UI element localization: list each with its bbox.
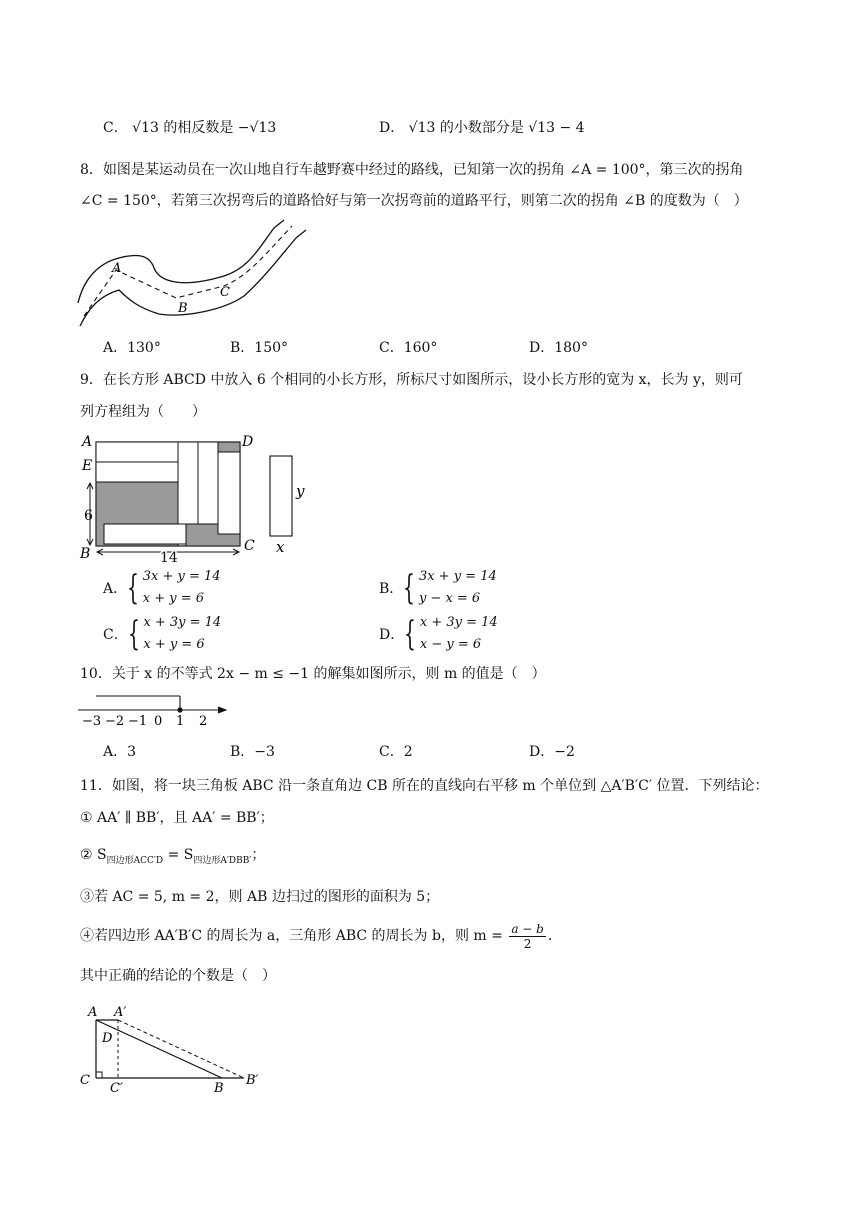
q9-option-a: A． { 3x + y = 14 x + y = 6 [103, 568, 221, 608]
q9-stem-line1: 9．在长方形 ABCD 中放入 6 个相同的小长方形，所标尺寸如图所示，设小长方形的宽为 x，长为 y，则可 [80, 372, 743, 388]
q9-stem-line2: 列方程组为（ ） [80, 404, 206, 420]
q9-label-a: A [82, 434, 93, 450]
q11-s2-sub1: 四边形ACC′D [106, 855, 164, 866]
q11-label-b: B [214, 1081, 224, 1096]
q8-option-b: B．150° [230, 340, 289, 356]
q10-tick-minus1: −1 [128, 714, 148, 728]
q11-label-c-prime: C′ [110, 1081, 123, 1096]
q9-rectangle-figure [78, 428, 318, 566]
q11-s2-sub2: 四边形A′DBB′ [193, 855, 252, 866]
q9-option-a-eq2: x + y = 6 [142, 591, 205, 606]
q8-label-a: A [112, 261, 122, 276]
q9-option-c-letter: C． [103, 627, 128, 643]
q9-label-x: x [276, 538, 285, 556]
q11-stem: 11．如图，将一块三角板 ABC 沿一条直角边 CB 所在的直线向右平移 m 个单位到 △A′B′C′ 位置．下列结论： [80, 778, 769, 794]
q10-number-line [76, 688, 236, 728]
q10-tick-0: 0 [154, 714, 163, 728]
q9-label-e: E [82, 458, 93, 474]
q8-option-d: D．180° [529, 340, 588, 356]
q11-s4-den: 2 [523, 936, 532, 951]
q11-s4-pre: ④若四边形 AA′B′C 的周长为 a，三角形 ABC 的周长为 b，则 m = [80, 928, 503, 944]
q10-tick-1: 1 [176, 714, 185, 728]
q9-option-a-eq1: 3x + y = 14 [142, 569, 221, 584]
q9-option-b: B． { 3x + y = 14 y − x = 6 [379, 568, 497, 608]
q11-statement-3: ③若 AC = 5, m = 2，则 AB 边扫过的图形的面积为 5； [80, 889, 440, 905]
q9-option-b-letter: B． [379, 581, 404, 597]
q11-label-c: C [80, 1073, 90, 1088]
q11-statement-1: ① AA′ ∥ BB′，且 AA′ = BB′； [80, 810, 274, 826]
q10-option-d: D．−2 [529, 744, 575, 760]
q8-label-b: B [178, 301, 188, 316]
q9-label-b: B [80, 546, 91, 562]
q10-tick-minus2: −2 [105, 714, 125, 728]
q10-tick-2: 2 [199, 714, 208, 728]
q11-s4-num: a − b [511, 921, 544, 936]
q9-option-d-eq2: x − y = 6 [419, 637, 482, 652]
q9-dim-six: 6 [84, 508, 93, 524]
q9-option-d-eq1: x + 3y = 14 [419, 615, 498, 630]
q9-option-c: C． { x + 3y = 14 x + y = 6 [103, 614, 222, 654]
q11-statement-4 [80, 920, 562, 952]
q9-option-d-letter: D． [379, 627, 405, 643]
q11-s2-post: ； [251, 847, 266, 863]
q9-label-y: y [296, 482, 305, 500]
q11-statement-2 [80, 845, 265, 871]
q8-label-c: C [220, 285, 230, 300]
q11-s2-pre: ② S [80, 847, 107, 863]
q7-option-d: D． √13 的小数部分是 √13 − 4 [379, 120, 585, 136]
q9-label-c: C [244, 538, 255, 554]
q9-option-c-eq2: x + y = 6 [143, 637, 205, 652]
q9-label-d: D [242, 434, 254, 450]
q11-label-d: D [102, 1031, 113, 1046]
q9-option-a-letter: A． [103, 581, 128, 597]
q9-option-b-eq2: y − x = 6 [418, 591, 481, 606]
q11-label-b-prime: B′ [246, 1073, 259, 1088]
q7-option-c: C． √13 的相反数是 −√13 [103, 120, 277, 136]
q9-dim-fourteen: 14 [160, 550, 178, 566]
q11-s4-fraction [509, 922, 546, 951]
q10-option-a: A．3 [103, 744, 137, 760]
q11-s4-post: ． [547, 928, 562, 944]
q11-s2-mid: = S [163, 847, 194, 863]
q10-option-b: B．−3 [230, 744, 275, 760]
q11-label-a: A [88, 1005, 98, 1020]
q8-stem-line1: 8．如图是某运动员在一次山地自行车越野赛中经过的路线，已知第一次的拐角 ∠A = 100°，第三次的拐角 [80, 162, 744, 178]
q9-option-c-eq1: x + 3y = 14 [143, 615, 222, 630]
q11-label-a-prime: A′ [114, 1005, 127, 1020]
q10-option-c: C．2 [379, 744, 413, 760]
q8-option-a: A．130° [103, 340, 161, 356]
q11-triangle-figure [76, 1000, 276, 1096]
q10-tick-minus3: −3 [82, 714, 102, 728]
q11-ask: 其中正确的结论的个数是（ ） [80, 968, 276, 984]
q10-stem: 10．关于 x 的不等式 2x − m ≤ −1 的解集如图所示，则 m 的值是（ ） [80, 666, 546, 682]
q9-option-b-eq1: 3x + y = 14 [418, 569, 497, 584]
q8-option-c: C．160° [379, 340, 438, 356]
q9-option-d: D． { x + 3y = 14 x − y = 6 [379, 614, 498, 654]
q8-road-figure [74, 218, 314, 330]
q8-stem-line2: ∠C = 150°，若第三次拐弯后的道路恰好与第一次拐弯前的道路平行，则第二次的拐角 ∠B 的度数为（ ） [80, 193, 748, 209]
